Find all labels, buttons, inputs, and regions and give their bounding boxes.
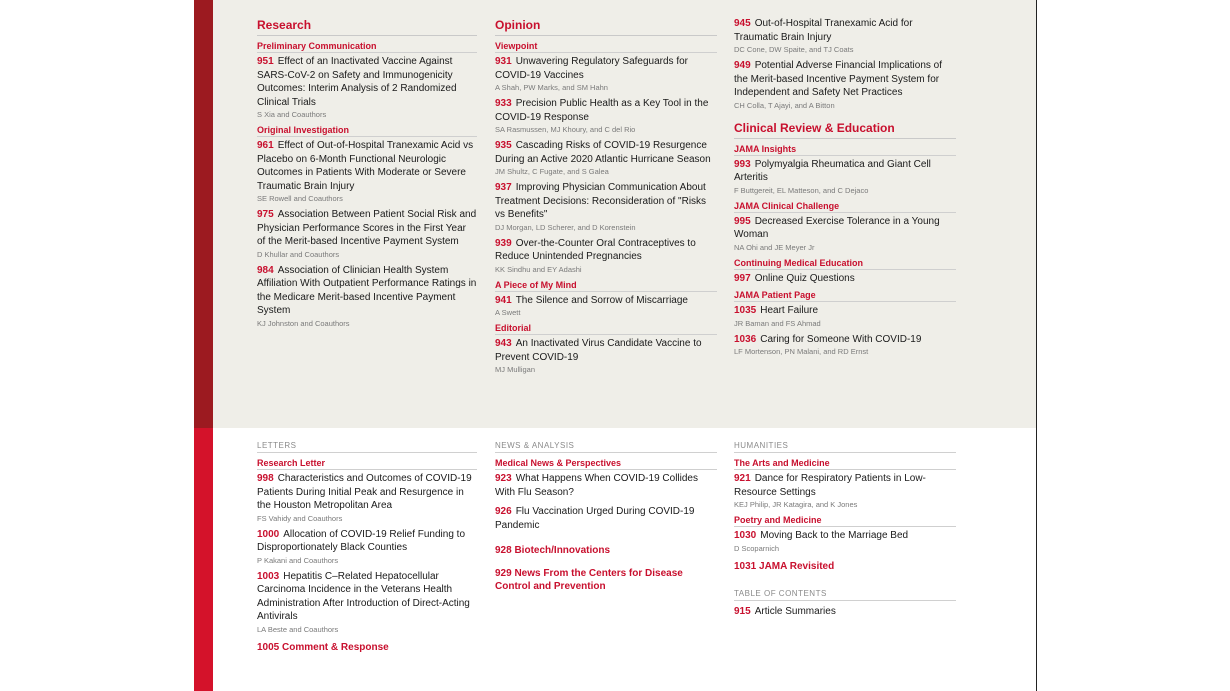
page-number: 995	[734, 215, 751, 227]
article-entry[interactable]	[257, 472, 477, 524]
article-title[interactable]: Decreased Exercise Tolerance in a Young Woman	[734, 215, 940, 240]
article-authors: LA Beste and Coauthors	[257, 624, 339, 634]
orig-category: Original Investigation	[257, 125, 477, 137]
article-authors: F Buttgereit, EL Matteson, and C Dejaco	[734, 185, 869, 195]
article-title[interactable]: An Inactivated Virus Candidate Vaccine to Prevent COVID-19	[495, 338, 702, 363]
page-number: 923	[495, 473, 512, 484]
clinical-title: Clinical Review & Education	[734, 121, 956, 139]
article-authors: LF Mortenson, PN Malani, and RD Ernst	[734, 347, 869, 356]
biotech-link[interactable]: 928 Biotech/Innovations	[495, 545, 611, 556]
opinion-column	[495, 18, 717, 379]
article-authors: CH Colla, T Ajayi, and A Bitton	[734, 100, 835, 110]
article-authors: KJ Johnston and Coauthors	[257, 318, 350, 328]
article-entry[interactable]	[257, 528, 477, 566]
article-title[interactable]: Cascading Risks of COVID-19 Resurgence During an Active 2020 Atlantic Hurricane Season	[495, 140, 711, 165]
article-entry[interactable]	[734, 215, 956, 253]
article-authors: P Kakani and Coauthors	[257, 555, 339, 565]
article-title[interactable]: Effect of an Inactivated Vaccine Against SARS-CoV-2 on Safety and Immunogenicity Outcomes: Interim Analysis of 2 Randomized Clinical Trials	[257, 56, 457, 108]
article-title[interactable]: Article Summaries	[754, 605, 836, 617]
page-number: 931	[495, 56, 512, 67]
article-entry[interactable]	[257, 55, 477, 120]
article-title[interactable]: Polymyalgia Rheumatica and Giant Cell Arteritis	[734, 158, 931, 183]
article-title[interactable]: What Happens When COVID-19 Collides With Flu Season?	[495, 473, 698, 498]
page-number: 926	[495, 506, 512, 517]
article-entry[interactable]	[734, 158, 956, 196]
article-entry[interactable]	[495, 181, 717, 233]
article-title[interactable]: Hepatitis C–Related Hepatocellular Carcinoma Incidence in the Veterans Health Administration After Introduction of Direct-Acting Antivirals	[257, 570, 470, 622]
research-title: Research	[257, 18, 477, 36]
article-entry[interactable]	[734, 472, 956, 510]
poetry-category: Poetry and Medicine	[734, 515, 956, 527]
opinion-title: Opinion	[495, 18, 717, 36]
article-entry[interactable]	[495, 505, 717, 532]
page-number: 915	[734, 605, 751, 617]
article-title[interactable]: Heart Failure	[760, 305, 819, 316]
article-title[interactable]: Dance for Respiratory Patients in Low-Resource Settings	[734, 473, 926, 498]
article-entry[interactable]	[257, 570, 477, 635]
article-authors: DJ Morgan, LD Scherer, and D Korenstein	[495, 222, 636, 232]
article-entry[interactable]	[495, 294, 717, 319]
research-column	[257, 18, 477, 333]
page-number: 941	[495, 294, 512, 306]
article-title[interactable]: The Silence and Sorrow of Miscarriage	[515, 294, 688, 306]
prelim-category: Preliminary Communication	[257, 41, 477, 53]
letters-heading: LETTERS	[257, 441, 477, 453]
article-entry[interactable]	[495, 472, 717, 499]
page-number: 984	[257, 264, 274, 276]
page-number: 961	[257, 140, 274, 151]
comment-response-link[interactable]: 1005 Comment & Response	[257, 641, 389, 653]
arts-category: The Arts and Medicine	[734, 458, 956, 470]
article-entry[interactable]	[734, 304, 956, 329]
article-authors: NA Ohi and JE Meyer Jr	[734, 242, 815, 252]
piece-of-mind-category: A Piece of My Mind	[495, 280, 717, 292]
page-number: 949	[734, 60, 751, 71]
article-authors: SE Rowell and Coauthors	[257, 194, 343, 203]
page-number: 997	[734, 272, 751, 284]
page-number: 945	[734, 18, 751, 29]
article-entry[interactable]	[734, 59, 956, 111]
page-number: 1003	[257, 570, 280, 582]
letters-column	[257, 441, 477, 658]
editorial-category: Editorial	[495, 323, 717, 335]
insights-category: JAMA Insights	[734, 144, 956, 156]
article-authors: DC Cone, DW Spaite, and TJ Coats	[734, 45, 854, 54]
humanities-column	[734, 441, 956, 622]
research-letter-category: Research Letter	[257, 458, 477, 470]
humanities-heading: HUMANITIES	[734, 441, 956, 453]
article-entry[interactable]	[495, 55, 717, 93]
article-entry[interactable]	[257, 139, 477, 204]
page-number: 1000	[257, 528, 280, 540]
article-authors: D Scoparnich	[734, 543, 780, 553]
article-authors: JM Shultz, C Fugate, and S Galea	[495, 167, 609, 176]
left-accent-bar-top	[194, 0, 213, 428]
news-heading: NEWS & ANALYSIS	[495, 441, 717, 453]
medical-news-category: Medical News & Perspectives	[495, 458, 717, 470]
left-accent-bar-bottom	[194, 428, 213, 691]
article-title[interactable]: Improving Physician Communication About Treatment Decisions: Reconsideration of "Risks vs Benefits"	[495, 182, 707, 220]
page-number: 939	[495, 237, 512, 249]
article-entry[interactable]	[495, 97, 717, 135]
article-authors: MJ Mulligan	[495, 365, 536, 374]
page-number: 1036	[734, 333, 757, 345]
article-authors: FS Vahidy and Coauthors	[257, 513, 343, 523]
article-title[interactable]: Characteristics and Outcomes of COVID-19 Patients During Initial Peak and Resurgence in the Houston Metropolitan Area	[257, 473, 472, 511]
article-title[interactable]: Association Between Patient Social Risk and Physician Performance Scores in the First Year of the Merit-based Incentive Payment System	[257, 209, 477, 247]
page-number: 975	[257, 209, 274, 220]
cdc-news-link[interactable]: 929 News From the Centers for Disease Control and Prevention	[495, 568, 683, 592]
article-authors: A Shah, PW Marks, and SM Hahn	[495, 83, 608, 92]
cme-category: Continuing Medical Education	[734, 258, 956, 270]
page-number: 935	[495, 140, 512, 151]
viewpoint-category: Viewpoint	[495, 41, 717, 53]
article-title[interactable]: Moving Back to the Marriage Bed	[760, 530, 909, 541]
article-entry[interactable]	[495, 139, 717, 177]
article-entry[interactable]	[734, 333, 956, 358]
article-entry[interactable]	[495, 237, 717, 275]
article-authors: KEJ Philip, JR Katagira, and K Jones	[734, 500, 858, 509]
article-title[interactable]: Effect of Out-of-Hospital Tranexamic Acid vs Placebo on 6-Month Functional Neurologic Outcomes in Patients With Moderate or Severe Traumatic Brain Injury	[257, 140, 474, 192]
article-title[interactable]: Caring for Someone With COVID-19	[760, 333, 922, 345]
toc-heading: TABLE OF CONTENTS	[734, 589, 956, 601]
page-number: 933	[495, 98, 512, 109]
article-title[interactable]: Precision Public Health as a Key Tool in the COVID-19 Response	[495, 98, 709, 123]
page-number: 1030	[734, 530, 757, 541]
article-authors: JR Baman and FS Ahmad	[734, 318, 821, 328]
page-number: 921	[734, 473, 751, 484]
article-authors: SA Rasmussen, MJ Khoury, and C del Rio	[495, 125, 636, 134]
article-title[interactable]: Potential Adverse Financial Implications of the Merit-based Incentive Payment System for Independent and Safety Net Practices	[734, 60, 943, 98]
jama-revisited-link[interactable]: 1031 JAMA Revisited	[734, 560, 835, 572]
page-number: 943	[495, 338, 512, 349]
page-number: 993	[734, 158, 751, 170]
article-title[interactable]: Online Quiz Questions	[754, 272, 855, 284]
article-title[interactable]: Over-the-Counter Oral Contraceptives to Reduce Unintended Pregnancies	[495, 237, 696, 262]
article-title[interactable]: Out-of-Hospital Tranexamic Acid for Traumatic Brain Injury	[734, 18, 913, 43]
article-entry[interactable]	[734, 605, 956, 619]
article-entry[interactable]	[257, 208, 477, 260]
news-column	[495, 441, 717, 597]
article-authors: S Xia and Coauthors	[257, 110, 327, 119]
article-entry[interactable]	[734, 529, 956, 554]
article-authors: A Swett	[495, 308, 521, 317]
article-title[interactable]: Association of Clinician Health System Affiliation With Outpatient Performance Ratings in the Medicare Merit-based Incentive Payment System	[257, 264, 477, 316]
page-number: 1035	[734, 305, 757, 316]
page-number: 998	[257, 473, 274, 484]
article-entry[interactable]	[734, 17, 956, 55]
article-entry[interactable]	[495, 337, 717, 375]
article-title[interactable]: Unwavering Regulatory Safeguards for COVID-19 Vaccines	[495, 56, 689, 81]
challenge-category: JAMA Clinical Challenge	[734, 201, 956, 213]
article-title[interactable]: Flu Vaccination Urged During COVID-19 Pandemic	[495, 506, 695, 531]
article-authors: KK Sindhu and EY Adashi	[495, 264, 582, 274]
article-entry[interactable]	[734, 272, 956, 286]
article-entry[interactable]	[257, 264, 477, 329]
article-title[interactable]: Allocation of COVID-19 Relief Funding to Disproportionately Black Counties	[257, 528, 466, 553]
right-column-top	[734, 17, 956, 361]
article-authors: D Khullar and Coauthors	[257, 249, 340, 259]
patient-page-category: JAMA Patient Page	[734, 290, 956, 302]
page-number: 951	[257, 56, 274, 67]
page-number: 937	[495, 182, 512, 193]
